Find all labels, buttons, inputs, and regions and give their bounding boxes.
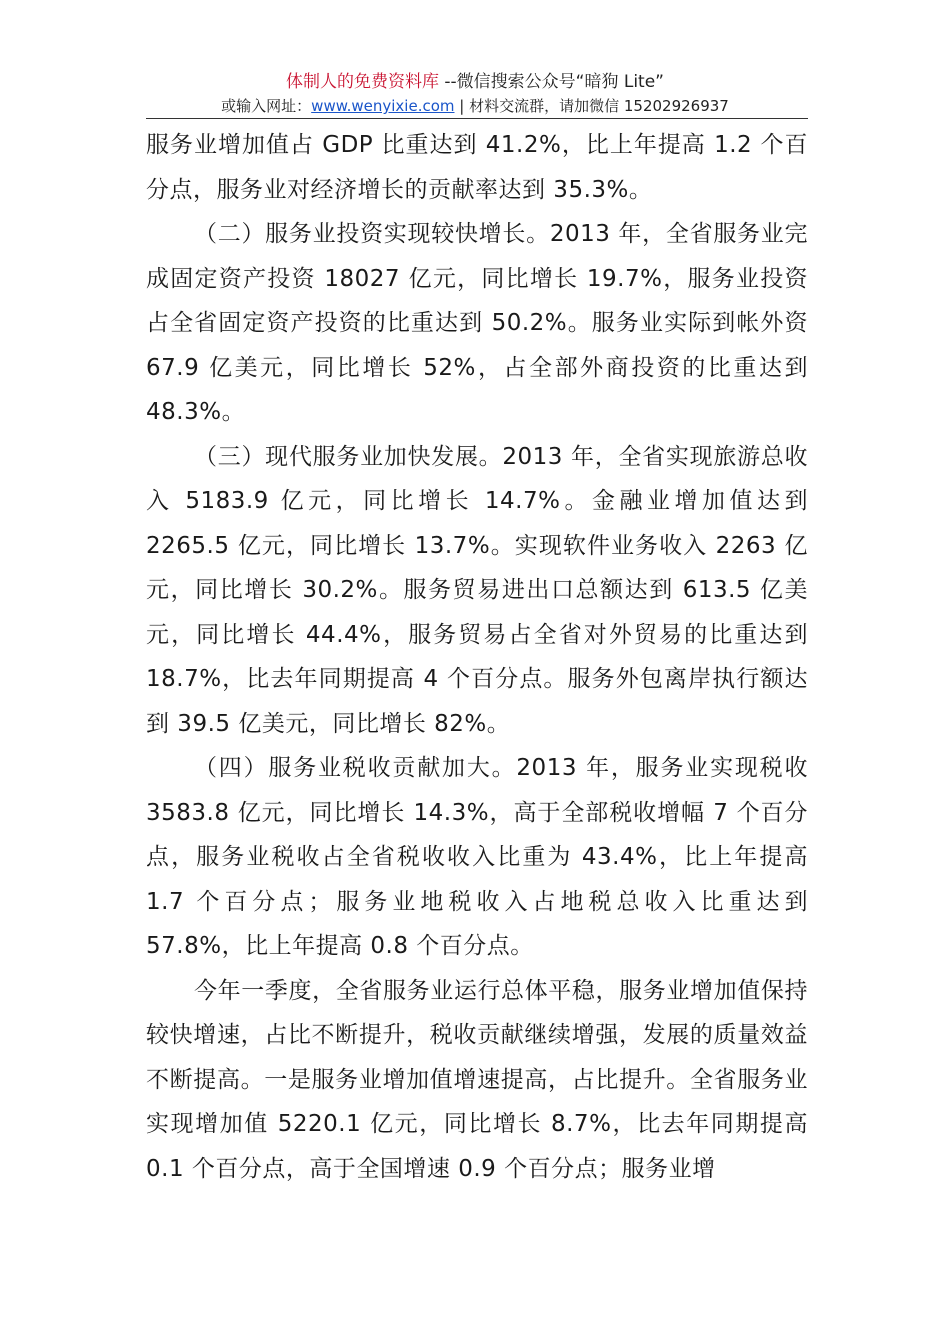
paragraph-5: 今年一季度，全省服务业运行总体平稳，服务业增加值保持较快增速，占比不断提升，税收贡献继续增强，发展的质量效益不断提高。一是服务业增加值增速提高，占比提升。全省服务业实现增加值 5220.1 亿元，同比增长 8.7%，比去年同期提高 0.1 个百分点，高于全国增速 0.9 个百分点；服务业增 [146, 977, 808, 1182]
header-line-1 [0, 70, 950, 94]
header-contact: | 材料交流群，请加微信 15202926937 [454, 97, 729, 115]
paragraph-4: （四）服务业税收贡献加大。2013 年，服务业实现税收 3583.8 亿元，同比增长 14.3%，高于全部税收增幅 7 个百分点，服务业税收占全省税收收入比重为 43.4%，比上年提高 1.7 个百分点；服务业地税收入占地税总收入比重达到 57.8%，比上年提高 0.8 个百分点。 [146, 755, 808, 959]
page-header [0, 70, 950, 118]
header-line-2 [0, 94, 950, 118]
paragraph-3: （三）现代服务业加快发展。2013 年，全省实现旅游总收入 5183.9 亿元，同比增长 14.7%。金融业增加值达到 2265.5 亿元，同比增长 13.7%。实现软件业务收入 2263 亿元，同比增长 30.2%。服务贸易进出口总额达到 613.5 亿美元，同比增长 44.4%，服务贸易占全省对外贸易的比重达到 18.7%，比去年同期提高 4 个百分点。服务外包离岸执行额达到 39.5 亿美元，同比增长 82%。 [146, 443, 808, 737]
header-brand: 体制人的免费资料库 [285, 72, 439, 92]
header-divider [146, 118, 808, 119]
paragraph-1: 服务业增加值占 GDP 比重达到 41.2%，比上年提高 1.2 个百分点，服务业对经济增长的贡献率达到 35.3%。 [146, 132, 808, 203]
document-body [146, 123, 808, 1191]
website-link[interactable]: www.wenyixie.com [311, 97, 455, 115]
header-url-prefix: 或输入网址： [221, 97, 312, 115]
header-wechat-note: --微信搜索公众号“暗狗 Lite” [438, 72, 664, 92]
paragraph-2: （二）服务业投资实现较快增长。2013 年，全省服务业完成固定资产投资 18027 亿元，同比增长 19.7%，服务业投资占全省固定资产投资的比重达到 50.2%。服务业实际到帐外资 67.9 亿美元，同比增长 52%，占全部外商投资的比重达到 48.3%。 [146, 221, 808, 425]
